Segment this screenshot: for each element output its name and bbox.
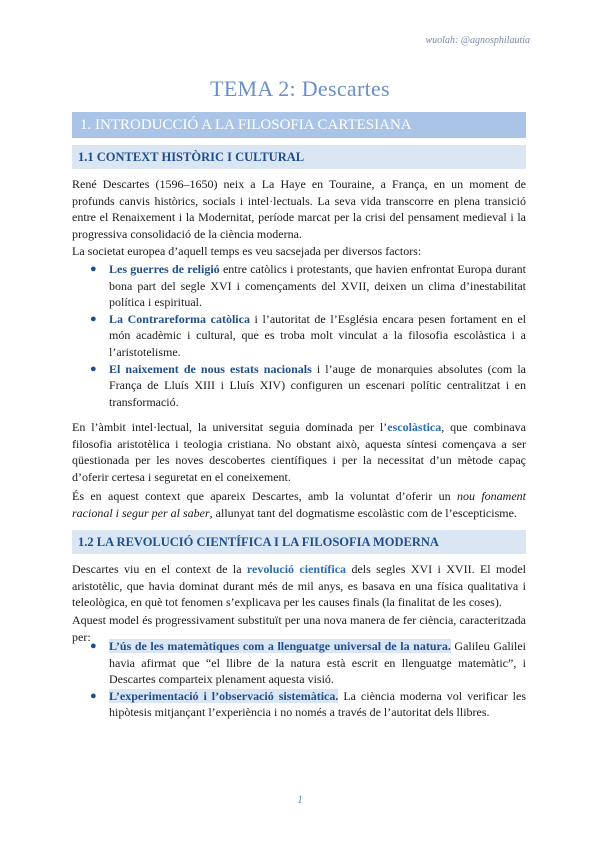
list-item [72, 361, 526, 411]
text-span: , allunyat tant del dogmatisme escolàstic com de l’escepticisme. [209, 505, 517, 520]
highlight-term: revolució científica [246, 562, 347, 576]
list-item-term: La Contrareforma catòlica [109, 311, 250, 326]
paragraph-new-model: Aquest model és progressivament substituït per una nova manera de fer ciència, caracteritzada per: [72, 613, 526, 644]
text-span: És en aquest context que apareix Descartes, amb la voluntat d’oferir un [72, 489, 457, 503]
list-item-text: La ciència moderna vol verificar les hipòtesis mitjançant l’experiència i no només a través de l’autoritat dels llibres. [109, 688, 526, 720]
text-span: Descartes viu en el context de la [72, 562, 247, 576]
list-item [72, 311, 526, 361]
bullet-icon: ● [90, 362, 97, 375]
highlight-term: escolàstica [387, 420, 442, 434]
paragraph-factors: La societat europea d’aquell temps es veu sacsejada per diversos factors: [72, 244, 422, 258]
section-heading: 1. INTRODUCCIÓ A LA FILOSOFIA CARTESIANA [72, 112, 526, 138]
list-item [72, 261, 526, 311]
paragraph-scientific-revolution [72, 561, 526, 611]
italic-phrase: nou fonament racional i segur per al saber [72, 489, 526, 520]
paragraph-scholasticism [72, 419, 526, 485]
text-span: En l’àmbit intel·lectual, la universitat seguia dominada per l’ [72, 420, 388, 434]
list-item [72, 638, 526, 688]
page-number: 1 [297, 792, 303, 806]
page-title: TEMA 2: Descartes [210, 76, 390, 101]
list-item [72, 688, 526, 721]
watermark: wuolah: @agnosphilautia [425, 35, 530, 46]
list-item-text: i l’auge de monarquies absolutes (com la França de Lluís XIII i Lluís XIV) configuren un escenari polític centralitzat i en transformació. [109, 361, 526, 409]
list-item-text: i l’autoritat de l’Església encara pesen fortament en el món acadèmic i cultural, que es troba molt vinculat a la filosofia escolàstica i a l’aristotelisme. [109, 311, 526, 359]
list-item-text: Galileu Galilei havia afirmat que “el llibre de la natura està escrit en llenguatge matemàtic”, i Descartes comparteix plenament aquesta visió. [109, 639, 526, 687]
paragraph-descartes-context [72, 488, 526, 521]
bullet-icon: ● [90, 312, 97, 325]
bullet-icon: ● [90, 263, 97, 275]
subsection-heading-2: 1.2 LA REVOLUCIÓ CIENTÍFICA I LA FILOSOFIA MODERNA [72, 530, 526, 554]
list-item-text: entre catòlics i protestants, que havien enfrontat Europa durant bona part del segle XVI i començaments del XVII, deixen un clima d’inestabilitat política i espiritual. [109, 262, 527, 310]
science-traits-list [72, 638, 526, 721]
text-span: , que combinava filosofia aristotèlica i teologia cristiana. No obstant això, aquesta síntesi començava a ser qüestionada per les noves descobertes científiques i per la necessitat d’un mètode capaç d’oferir certesa i seguretat en el coneixement. [72, 420, 526, 484]
list-item-term: El naixement de nous estats nacionals [109, 361, 312, 376]
factors-list [72, 261, 526, 410]
bullet-icon: ● [90, 640, 97, 652]
list-item-term: Les guerres de religió [109, 262, 220, 276]
text-span: dels segles XVI i XVII. El model aristotèlic, que havia dominat durant més de mil anys, es basava en una física qualitativa i teleològica, en què tot fenomen s’explicava per les causes finals (la finalitat de les coses). [72, 562, 527, 610]
paragraph-intro: René Descartes (1596–1650) neix a La Haye en Touraine, a França, en un moment de profunds canvis històrics, socials i intel·lectuals. La seva vida transcorre en plena transició entre el Renaixement i la Modernitat, període marcat per la crisi del pensament medieval i la progressiva consolidació de la ciència moderna. [72, 177, 526, 241]
list-item-term: L’experimentació i l’observació sistemàtica. [109, 688, 339, 703]
bullet-icon: ● [90, 689, 97, 702]
subsection-heading-1: 1.1 CONTEXT HISTÒRIC I CULTURAL [72, 145, 526, 169]
list-item-term: L’ús de les matemàtiques com a llenguatge universal de la natura. [109, 639, 451, 653]
